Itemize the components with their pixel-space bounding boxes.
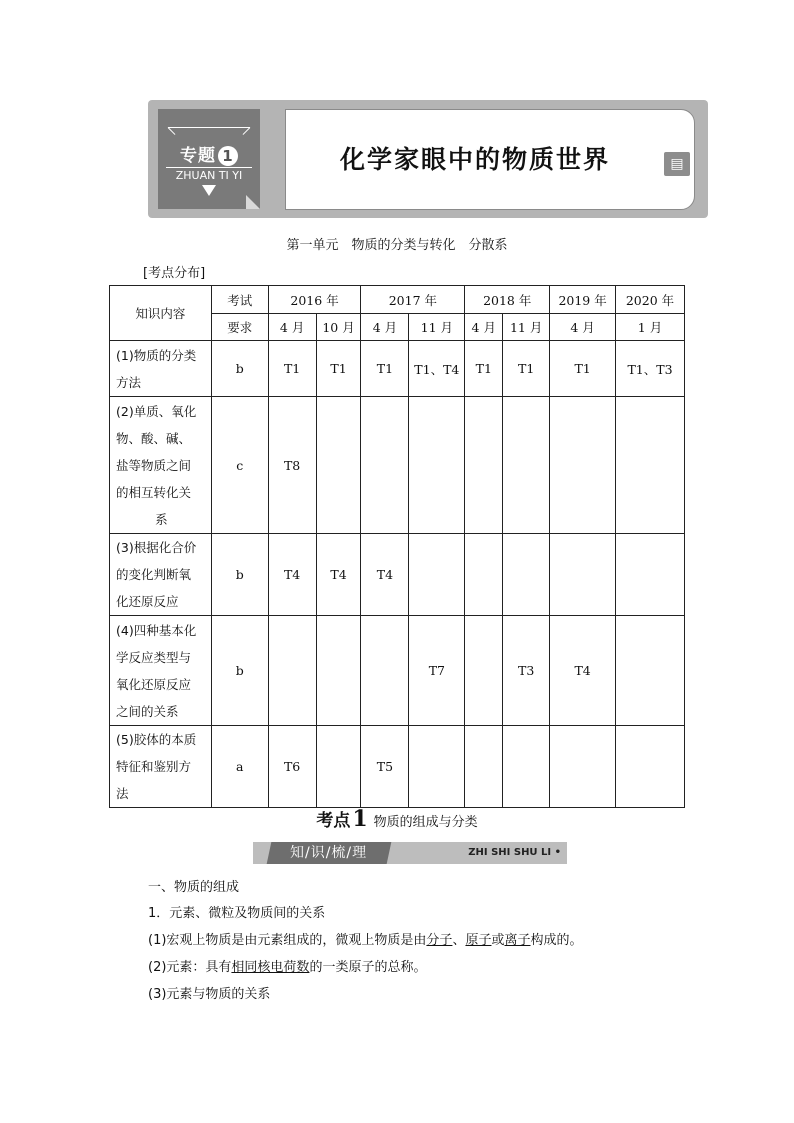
- badge-pinyin: ZHUAN TI YI: [175, 169, 243, 182]
- topic-line: 方法: [116, 374, 142, 390]
- topic-line: 学反应类型与: [116, 649, 192, 665]
- table-cell: T1: [503, 341, 550, 397]
- table-cell: [503, 534, 550, 616]
- topic-line: (1)物质的分类: [116, 347, 197, 363]
- requirement-cell: b: [211, 534, 268, 616]
- header-month: 10 月: [316, 314, 361, 341]
- badge-text: 专题: [180, 146, 216, 166]
- table-cell: [616, 397, 685, 534]
- table-cell: [409, 397, 465, 534]
- exam-distribution-table: [109, 285, 685, 808]
- chapter-title: 化学家眼中的物质世界: [339, 145, 610, 174]
- table-cell: [361, 397, 409, 534]
- table-cell: [616, 534, 685, 616]
- book-icon: ▤: [664, 152, 690, 176]
- answer-underlined: 原子: [465, 933, 492, 948]
- table-row: [110, 397, 685, 534]
- text-span: (1)宏观上物质是由元素组成的，微观上物质是由: [148, 933, 427, 948]
- header-requirement-line2: 要求: [211, 314, 268, 341]
- section-label: 考点: [316, 811, 351, 831]
- table-cell: T1: [550, 341, 616, 397]
- topic-cell: [110, 341, 212, 397]
- table-cell: [503, 726, 550, 808]
- topic-line: (2)单质、氧化: [116, 403, 197, 419]
- strip-pinyin: ZHI SHI SHU LI •: [468, 847, 561, 858]
- topic-line: 系: [155, 511, 168, 527]
- section-heading: [0, 806, 794, 832]
- header-month: 4 月: [268, 314, 316, 341]
- header-month: 4 月: [550, 314, 616, 341]
- header-month: 4 月: [361, 314, 409, 341]
- table-row: [110, 341, 685, 397]
- badge-label-row: [158, 141, 260, 166]
- triangle-down-icon: [202, 185, 216, 196]
- table-cell: [316, 616, 361, 726]
- header-requirement-line1: 考试: [211, 286, 268, 314]
- paragraph-element-substance: (3)元素与物质的关系: [148, 987, 271, 1002]
- badge-number: 1: [218, 146, 238, 166]
- header-knowledge: 知识内容: [110, 286, 212, 341]
- topic-line: 的变化判断氧: [116, 567, 192, 582]
- table-cell: T6: [268, 726, 316, 808]
- table-cell: [409, 534, 465, 616]
- table-row: [110, 726, 685, 808]
- table-header-row-years: [110, 286, 685, 314]
- header-month: 11 月: [409, 314, 465, 341]
- table-cell: [361, 616, 409, 726]
- table-cell: T1: [316, 341, 361, 397]
- table-cell: [465, 726, 503, 808]
- topic-line: 盐等物质之间: [116, 457, 192, 473]
- topic-cell: [110, 534, 212, 616]
- topic-line: 的相互转化关: [116, 484, 192, 500]
- header-month: 11 月: [503, 314, 550, 341]
- table-row: [110, 534, 685, 616]
- topic-cell: [110, 726, 212, 808]
- table-cell: T1: [268, 341, 316, 397]
- table-cell: T5: [361, 726, 409, 808]
- table-cell: [316, 726, 361, 808]
- topic-line: (4)四种基本化: [116, 622, 197, 638]
- text-span: 、: [452, 933, 466, 948]
- paragraph-macro-micro: [148, 929, 583, 948]
- paragraph-element-definition: [148, 956, 426, 975]
- topic-line: 特征和鉴别方: [116, 759, 192, 774]
- table-cell: [465, 616, 503, 726]
- header-month: 1 月: [616, 314, 685, 341]
- table-cell: T4: [316, 534, 361, 616]
- header-year: 2020 年: [616, 286, 685, 314]
- table-cell: [465, 397, 503, 534]
- subheading-relations: 1．元素、微粒及物质间的关系: [148, 906, 326, 921]
- text-span: 或: [491, 933, 505, 948]
- section-title: 物质的组成与分类: [373, 815, 478, 830]
- table-cell: T4: [268, 534, 316, 616]
- table-cell: [409, 726, 465, 808]
- topic-badge: [158, 109, 260, 209]
- topic-line: (5)胶体的本质: [116, 732, 197, 747]
- heading-composition: 一、物质的组成: [148, 880, 240, 895]
- requirement-cell: b: [211, 341, 268, 397]
- text-span: 的一类原子的总称。: [309, 960, 427, 975]
- table-cell: T1: [465, 341, 503, 397]
- page-fold-corner: [246, 195, 260, 209]
- table-cell: [316, 397, 361, 534]
- text-span: 构成的。: [530, 933, 583, 948]
- topic-line: 化还原反应: [116, 594, 179, 609]
- table-cell: T7: [409, 616, 465, 726]
- table-cell: [465, 534, 503, 616]
- header-year: 2018 年: [465, 286, 550, 314]
- topic-line: 物、酸、碱、: [116, 430, 192, 446]
- header-year: 2019 年: [550, 286, 616, 314]
- table-cell: T4: [361, 534, 409, 616]
- topic-line: (3)根据化合价: [116, 540, 197, 555]
- table-cell: T1、T3: [616, 341, 685, 397]
- badge-arrow-line: [166, 167, 252, 168]
- table-cell: T8: [268, 397, 316, 534]
- topic-line: 之间的关系: [116, 703, 179, 719]
- text-span: (2)元素：具有: [148, 960, 232, 975]
- requirement-cell: a: [211, 726, 268, 808]
- unit-title: 第一单元 物质的分类与转化 分散系: [286, 238, 508, 253]
- chapter-banner: [148, 100, 708, 218]
- knowledge-review-strip: [253, 842, 567, 864]
- header-month: 4 月: [465, 314, 503, 341]
- table-cell: [616, 726, 685, 808]
- table-cell: [550, 534, 616, 616]
- table-cell: [550, 726, 616, 808]
- chapter-title-box: [285, 109, 695, 210]
- header-year: 2016 年: [268, 286, 361, 314]
- section-number: 1: [352, 806, 368, 832]
- table-cell: [550, 397, 616, 534]
- distribution-label: [考点分布]: [143, 266, 206, 281]
- topic-cell: [110, 616, 212, 726]
- requirement-cell: c: [211, 397, 268, 534]
- table-cell: T1、T4: [409, 341, 465, 397]
- table-cell: T1: [361, 341, 409, 397]
- badge-decor-line: [168, 127, 250, 128]
- topic-line: 法: [116, 786, 129, 801]
- topic-cell: [110, 397, 212, 534]
- requirement-cell: b: [211, 616, 268, 726]
- answer-underlined: 相同核电荷数: [231, 960, 310, 975]
- table-cell: T3: [503, 616, 550, 726]
- answer-underlined: 分子: [426, 933, 453, 948]
- table-cell: [268, 616, 316, 726]
- table-cell: T4: [550, 616, 616, 726]
- header-year: 2017 年: [361, 286, 465, 314]
- topic-line: 氧化还原反应: [116, 676, 192, 692]
- table-cell: [616, 616, 685, 726]
- answer-underlined: 离子: [504, 933, 531, 948]
- strip-label-text: 知/识/梳/理: [290, 845, 368, 861]
- strip-label: [267, 842, 392, 864]
- table-row: [110, 616, 685, 726]
- table-cell: [503, 397, 550, 534]
